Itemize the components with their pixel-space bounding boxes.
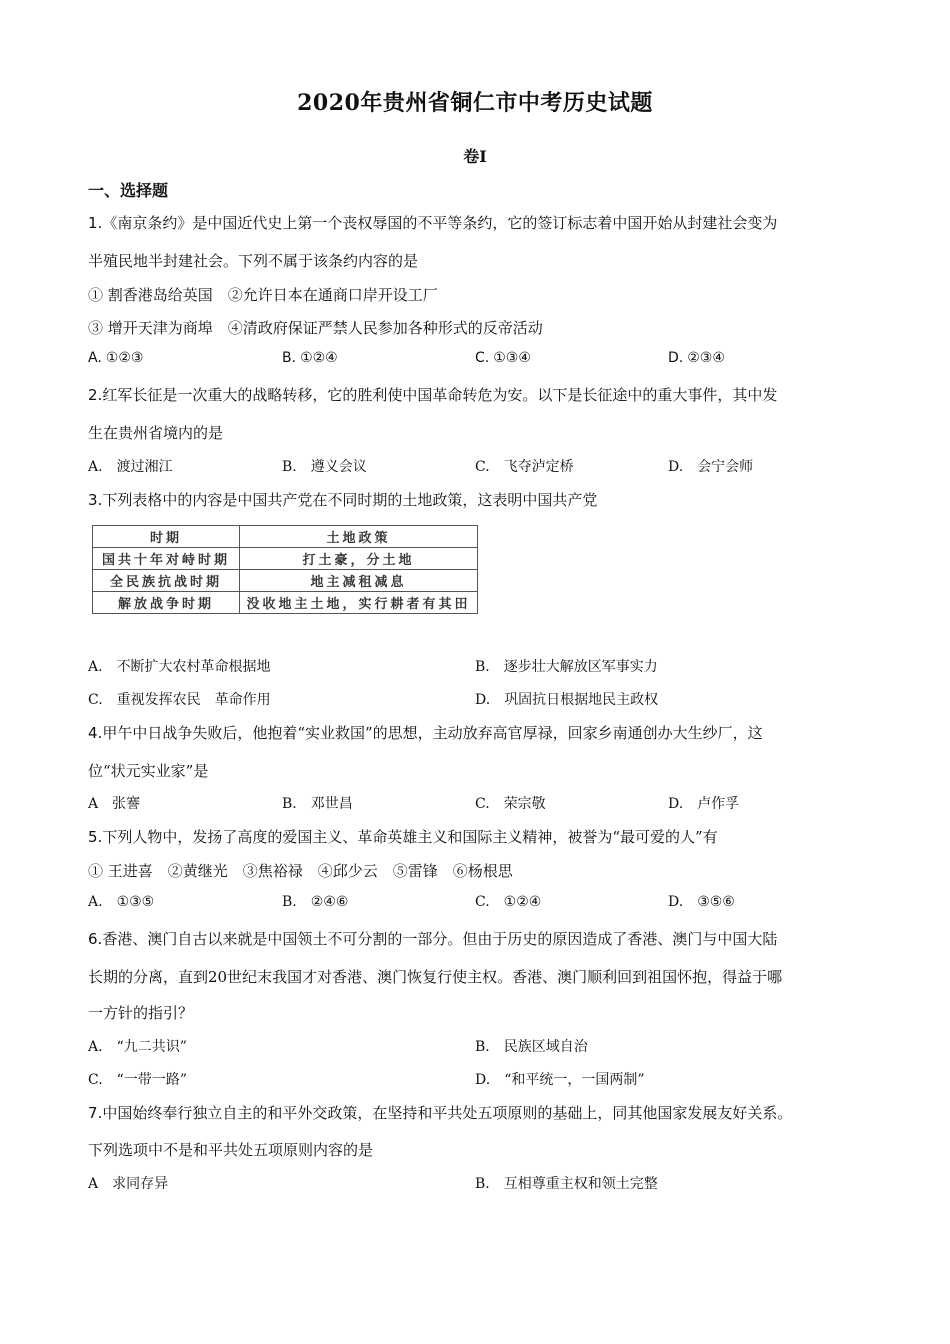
question-7-option-b[interactable]: B. 互相尊重主权和领土完整 (475, 1176, 658, 1192)
question-3-option-a[interactable]: A. 不断扩大农村革命根据地 (88, 659, 271, 675)
question-4-option-a[interactable]: A 张謇 (88, 796, 141, 812)
question-3-option-b[interactable]: B. 逐步壮大解放区军事实力 (475, 659, 658, 675)
question-1-line-1: 1.《南京条约》是中国近代史上第一个丧权辱国的不平等条约，它的签订标志着中国开始从封建社会变为 (88, 214, 778, 232)
question-5-option-a[interactable]: A. ①③⑤ (88, 894, 155, 910)
table-header-period: 时期 (93, 526, 240, 548)
question-1-option-a[interactable]: A. ①②③ (88, 350, 144, 366)
question-3-option-c[interactable]: C. 重视发挥农民 革命作用 (88, 692, 271, 708)
question-1-statement-2: ③ 增开天津为商埠 ④清政府保证严禁人民参加各种形式的反帝活动 (88, 319, 543, 337)
question-4-option-d[interactable]: D. 卢作孚 (668, 796, 740, 812)
question-6-option-d[interactable]: D. “和平统一，一国两制” (475, 1072, 645, 1088)
volume-label: 卷Ⅰ (463, 147, 487, 166)
table-row (93, 570, 478, 592)
question-2-option-c[interactable]: C. 飞夺泸定桥 (475, 459, 574, 475)
question-2-option-b[interactable]: B. 遵义会议 (282, 459, 367, 475)
question-5-option-b[interactable]: B. ②④⑥ (282, 894, 349, 910)
question-5-line-1: 5.下列人物中，发扬了高度的爱国主义、革命英雄主义和国际主义精神，被誉为“最可爱的人”有 (88, 828, 718, 846)
question-6-line-1: 6.香港、澳门自古以来就是中国领土不可分割的一部分。但由于历史的原因造成了香港、澳门与中国大陆 (88, 930, 778, 948)
question-4-line-1: 4.甲午中日战争失败后，他抱着“实业救国”的思想，主动放弃高官厚禄，回家乡南通创办大生纱厂，这 (88, 724, 763, 742)
question-4-option-b[interactable]: B. 邓世昌 (282, 796, 353, 812)
question-7-option-a[interactable]: A 求同存异 (88, 1176, 169, 1192)
table-cell-policy: 地主减租减息 (240, 570, 478, 592)
page-title: 2020年贵州省铜仁市中考历史试题 (297, 90, 653, 116)
section-heading: 一、选择题 (88, 181, 169, 200)
question-1-statement-1: ① 割香港岛给英国 ②允许日本在通商口岸开设工厂 (88, 286, 438, 304)
question-5-option-c[interactable]: C. ①②④ (475, 894, 542, 910)
question-2-option-a[interactable]: A. 渡过湘江 (88, 459, 173, 475)
question-2-line-1: 2.红军长征是一次重大的战略转移，它的胜利使中国革命转危为安。以下是长征途中的重大事件，其中发 (88, 386, 778, 404)
question-2-option-d[interactable]: D. 会宁会师 (668, 459, 754, 475)
question-3-line-1: 3.下列表格中的内容是中国共产党在不同时期的土地政策，这表明中国共产党 (88, 491, 598, 509)
question-5-statement-1: ① 王进喜 ②黄继光 ③焦裕禄 ④邱少云 ⑤雷锋 ⑥杨根思 (88, 862, 513, 880)
table-header-policy: 土地政策 (240, 526, 478, 548)
question-1-option-c[interactable]: C. ①③④ (475, 350, 531, 366)
question-3-option-d[interactable]: D. 巩固抗日根据地民主政权 (475, 692, 659, 708)
table-cell-policy: 没收地主土地，实行耕者有其田 (240, 592, 478, 614)
table-cell-period: 国共十年对峙时期 (93, 548, 240, 570)
question-1-option-b[interactable]: B. ①②④ (282, 350, 338, 366)
table-cell-period: 全民族抗战时期 (93, 570, 240, 592)
question-6-line-2: 长期的分离，直到20世纪末我国才对香港、澳门恢复行使主权。香港、澳门顺利回到祖国怀抱，得益于哪 (88, 968, 783, 986)
table-row (93, 592, 478, 614)
question-6-option-b[interactable]: B. 民族区域自治 (475, 1039, 588, 1055)
table-cell-period: 解放战争时期 (93, 592, 240, 614)
question-2-line-2: 生在贵州省境内的是 (88, 424, 224, 442)
question-1-option-d[interactable]: D. ②③④ (668, 350, 725, 366)
question-6-option-a[interactable]: A. “九二共识” (88, 1039, 187, 1055)
table-header-row (93, 526, 478, 548)
table-row (93, 548, 478, 570)
question-5-option-d[interactable]: D. ③⑤⑥ (668, 894, 735, 910)
question-1-line-2: 半殖民地半封建社会。下列不属于该条约内容的是 (88, 252, 419, 270)
table-cell-policy: 打土豪，分土地 (240, 548, 478, 570)
question-7-line-1: 7.中国始终奉行独立自主的和平外交政策，在坚持和平共处五项原则的基础上，同其他国家发展友好关系。 (88, 1104, 793, 1122)
question-4-line-2: 位“状元实业家”是 (88, 762, 209, 780)
land-policy-table (92, 525, 478, 614)
question-7-line-2: 下列选项中不是和平共处五项原则内容的是 (88, 1141, 374, 1159)
question-6-option-c[interactable]: C. “一带一路” (88, 1072, 187, 1088)
question-6-line-3: 一方针的指引？ (88, 1004, 194, 1022)
question-4-option-c[interactable]: C. 荣宗敬 (475, 796, 546, 812)
